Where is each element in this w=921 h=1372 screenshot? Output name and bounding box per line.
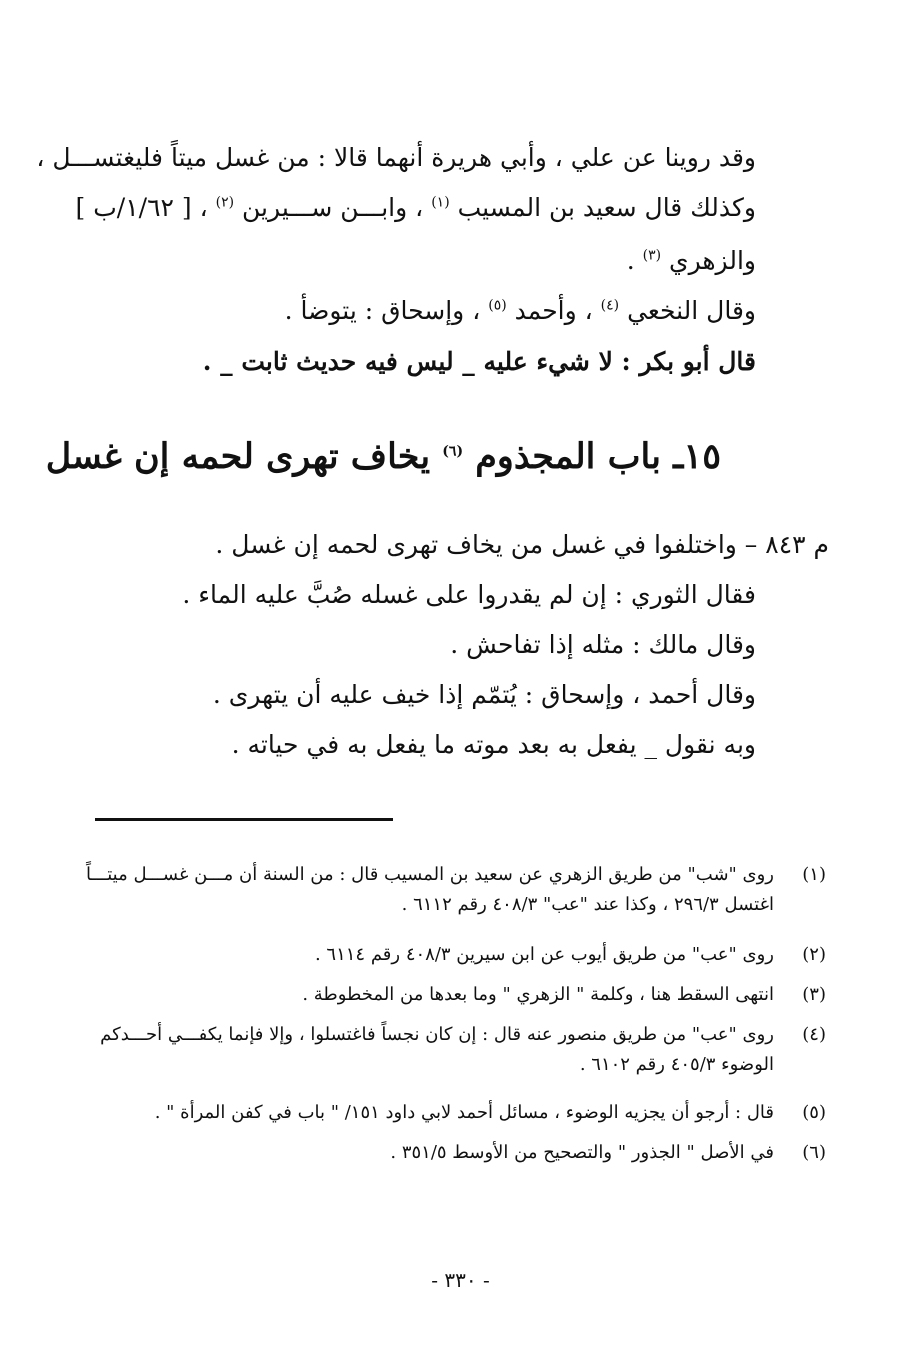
body-line-4: وقال النخعي $^{(٤)}$ ، وأحمد $^{(٥)}$ ، وإسحاق : يتوضأ . bbox=[284, 296, 756, 325]
issue-line-3: وقال أحمد ، وإسحاق : يُتمّم إذا خيف عليه أن يتهرى . bbox=[212, 680, 756, 709]
footnote-ref-1: (١) bbox=[431, 194, 450, 211]
body-line-3: والزهري $^{(٣)}$ . bbox=[626, 246, 756, 275]
footnote-3: (٣) انتهى السقط هنا ، وكلمة " الزهري " وما بعدها من المخطوطة . bbox=[302, 984, 826, 1005]
page-number: - ٣٣٠ - bbox=[431, 1268, 490, 1292]
footnote-4: (٤) روى "عب" من طريق منصور عنه قال : إن كان نجساً فاغتسلوا ، وإلا فإنما يكفـــي أحـــدكم الوضوء ٤٠٥/٣ رقم ٦١٠٢ . bbox=[100, 1024, 826, 1075]
issue-line-1: فقال الثوري : إن لم يقدروا على غسله صُبَّ عليه الماء . bbox=[182, 580, 756, 609]
footnote-1: (١) روى "شب" من طريق الزهري عن سعيد بن المسيب قال : من السنة أن مـــن غســـل ميتـــاً اغتسل ٢٩٦/٣ ، وكذا عند "عب" ٤٠٨/٣ رقم ٦١١٢ . bbox=[85, 864, 826, 915]
footnote-ref-3: (٣) bbox=[642, 247, 662, 264]
footnote-2: (٢) روى "عب" من طريق أيوب عن ابن سيرين ٤٠٨/٣ رقم ٦١١٤ . bbox=[314, 944, 826, 965]
issue-line-2: وقال مالك : مثله إذا تفاحش . bbox=[450, 630, 756, 659]
footnote-5: (٥) قال : أرجو أن يجزيه الوضوء ، مسائل أحمد لابي داود ١٥١/ " باب في كفن المرأة " . bbox=[154, 1102, 826, 1123]
body-line-1: وقد روينا عن علي ، وأبي هريرة أنهما قالا : من غسل ميتاً فليغتســـل ، bbox=[36, 143, 756, 172]
footnote-ref-4: (٤) bbox=[600, 297, 620, 314]
footnote-ref-5: (٥) bbox=[488, 297, 507, 314]
abu-bakr-statement: قال أبو بكر : لا شيء عليه _ ليس فيه حديث ثابت _ . bbox=[202, 347, 756, 376]
section-heading: ١٥ـ باب المجذوم $^{(٦)}$ يخاف تهرى لحمه إن غسل bbox=[45, 436, 721, 477]
issue-number: م ٨٤٣ – واختلفوا في غسل من يخاف تهرى لحمه إن غسل . bbox=[215, 530, 829, 559]
issue-line-4: وبه نقول _ يفعل به بعد موته ما يفعل به في حياته . bbox=[231, 730, 756, 759]
footnote-ref-2: (٢) bbox=[215, 194, 235, 211]
footnote-6: (٦) في الأصل " الجذور " والتصحيح من الأوسط ٣٥١/٥ . bbox=[390, 1142, 826, 1163]
body-line-2: وكذلك قال سعيد بن المسيب $^{(١)}$ ، وابـــن ســـيرين $^{(٢)}$ ، [ ١/٦٢/ب ] bbox=[75, 193, 756, 222]
footnote-separator bbox=[95, 818, 393, 821]
footnote-ref-6: (٦) bbox=[442, 443, 464, 460]
